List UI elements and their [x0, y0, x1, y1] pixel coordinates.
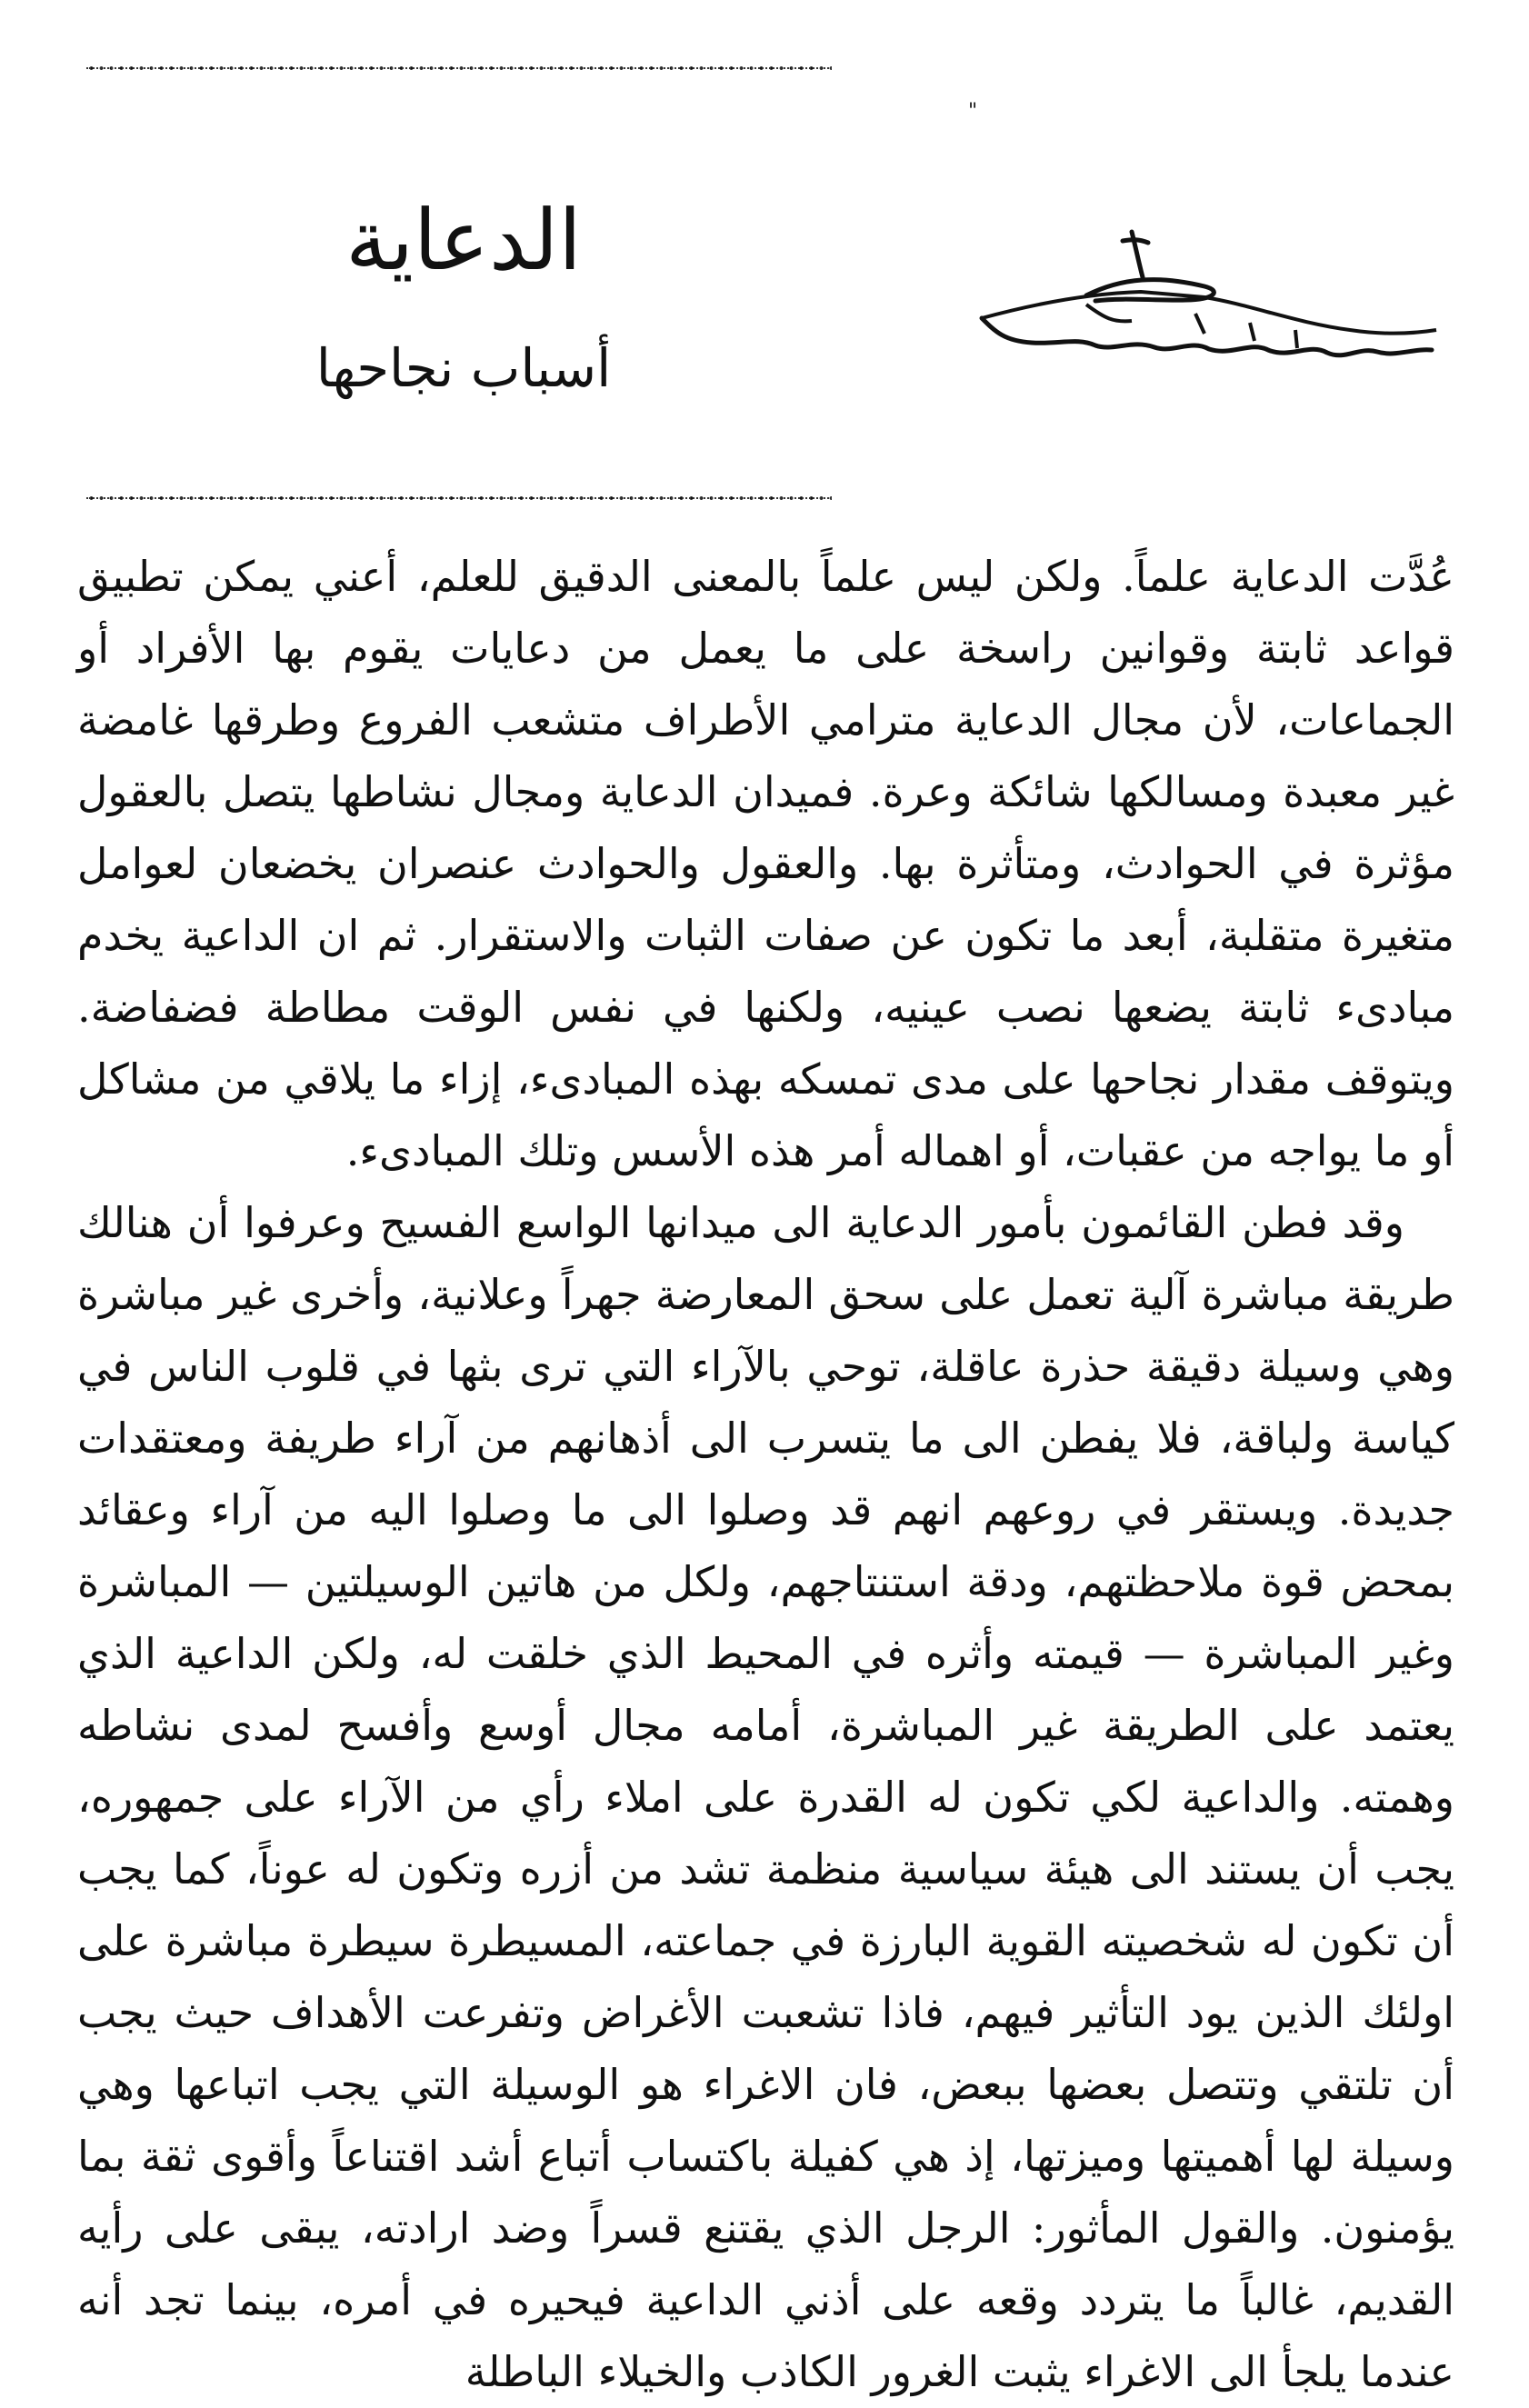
top-ornamental-rule	[86, 64, 832, 73]
article-subtitle: أسباب نجاحها	[315, 337, 612, 399]
page-mark: "	[968, 100, 978, 123]
article-title: الدعاية	[345, 192, 582, 289]
paragraph-1: عُدَّت الدعاية علماً. ولكن ليس علماً بالمعنى الدقيق للعلم، أعني يمكن تطبيق قواعد ثابتة وقوانين راسخة على ما يعمل من دعايات يقوم بها الأفراد أو الجماعات، لأن مجال الدعاية مترامي الأطراف متشعب الفروع وطرقها غامضة غير معبدة ومسالكها شائكة وعرة. فميدان الدعاية ومجال نشاطها يتصل بالعقول مؤثرة في الحوادث، ومتأثرة بها. والعقول والحوادث عنصران يخضعان لعوامل متغيرة متقلبة، أبعد ما تكون عن صفات الثبات والاستقرار. ثم ان الداعية يخدم مبادىء ثابتة يضعها نصب عينيه، ولكنها في نفس الوقت مطاطة فضفاضة. ويتوقف مقدار نجاحها على مدى تمسكه بهذه المبادىء، إزاء ما يلاقي من مشاكل أو ما يواجه من عقبات، أو اهماله أمر هذه الأسس وتلك المبادىء.	[77, 552, 1454, 1175]
article-body	[77, 541, 1454, 2408]
middle-ornamental-rule	[86, 494, 832, 503]
handwritten-signature-logo	[977, 214, 1441, 373]
paragraph-2: وقد فطن القائمون بأمور الدعاية الى ميدانها الواسع الفسيح وعرفوا أن هنالك طريقة مباشرة آلية تعمل على سحق المعارضة جهراً وعلانية، وأخرى غير مباشرة وهي وسيلة دقيقة حذرة عاقلة، توحي بالآراء التي ترى بثها في قلوب الناس في كياسة ولباقة، فلا يفطن الى ما يتسرب الى أذهانهم من آراء طريفة ومعتقدات جديدة. ويستقر في روعهم انهم قد وصلوا الى ما وصلوا اليه من آراء وعقائد بمحض قوة ملاحظتهم، ودقة استنتاجهم، ولكل من هاتين الوسيلتين — المباشرة وغير المباشرة — قيمته وأثره في المحيط الذي خلقت له، ولكن الداعية الذي يعتمد على الطريقة غير المباشرة، أمامه مجال أوسع وأفسح لمدى نشاطه وهمته. والداعية لكي تكون له القدرة على املاء رأي من الآراء على جمهوره، يجب أن يستند الى هيئة سياسية منظمة تشد من أزره وتكون له عوناً، كما يجب أن تكون له شخصيته القوية البارزة في جماعته، المسيطرة سيطرة مباشرة على اولئك الذين يود التأثير فيهم، فاذا تشعبت الأغراض وتفرعت الأهداف حيث يجب أن تلتقي وتتصل بعضها ببعض، فان الاغراء هو الوسيلة التي يجب اتباعها وهي وسيلة لها أهميتها وميزتها، إذ هي كفيلة باكتساب أتباع أشد اقتناعاً وأقوى ثقة بما يؤمنون. والقول المأثور: الرجل الذي يقتنع قسراً وضد ارادته، يبقى على رأيه القديم، غالباً ما يتردد وقعه على أذني الداعية فيحيره في أمره، بينما تجد أنه عندما يلجأ الى الاغراء يثبت الغرور الكاذب والخيلاء الباطلة	[77, 1198, 1454, 2396]
